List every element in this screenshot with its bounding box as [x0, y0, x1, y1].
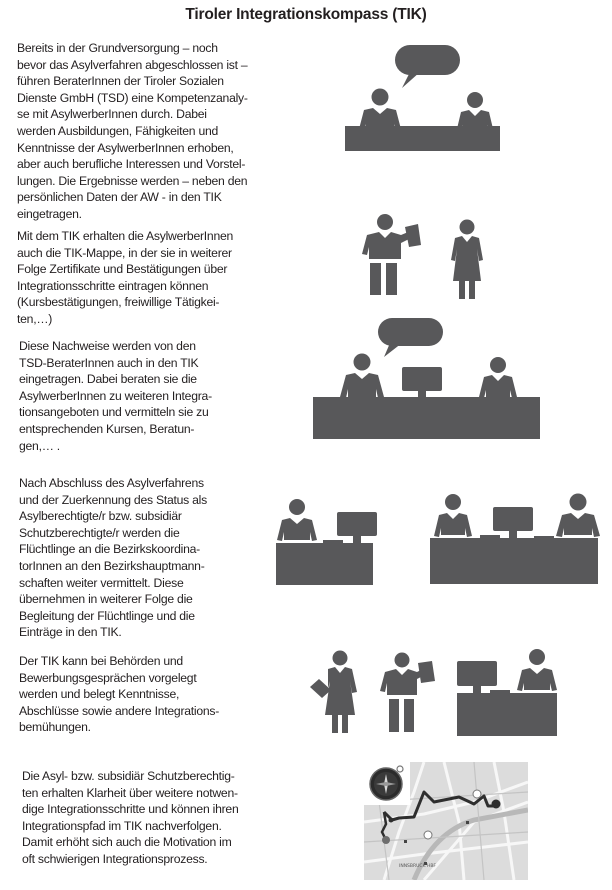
paragraph-integrationspfad: Die Asyl- bzw. subsidiär Schutzberechtig- ten erhalten Klarheit über weitere notwen- dige Integrationsschritte und können ihren Integrationspfad im TIK nachverfolgen. Damit erhöht sich auch die Motivation im oft schwierigen Integrationsprozess. — [22, 769, 239, 866]
paragraph-grundversorgung: Bereits in der Grundversorgung – noch bevor das Asylverfahren abgeschlossen ist – führen BeraterInnen der Tiroler Sozialen Dienste GmbH (TSD) eine Kompetenzanaly- se mit AsylwerberInnen durch. Dabei werden Ausbildungen, Fähigkeiten und Kenntnisse der AsylwerberInnen erhoben, aber auch berufliche Interessen und Vorstel- lungen. Die Ergebnisse werden – neben den persönlichen Daten der AW - in den TIK eingetragen. — [17, 41, 248, 221]
desk-icon — [345, 126, 500, 151]
counselor-computer-desk-illustration — [310, 315, 550, 440]
svg-text:INNSBRUCK HBF: INNSBRUCK HBF — [399, 864, 437, 869]
paragraph-nachweise: Diese Nachweise werden von den TSD-BeraterInnen auch in den TIK eingetragen. Dabei beraten sie die AsylwerberInnen zu weiteren Integra- tionsangeboten und vermitteln sie zu entsprechenden Kursen, Beratun- gen,… . — [19, 339, 212, 453]
two-desks-illustration — [270, 490, 610, 590]
computer-monitor-icon — [457, 661, 510, 694]
woman-with-folder-icon — [310, 651, 357, 734]
computer-monitor-icon — [388, 367, 442, 401]
person-icon — [434, 494, 472, 537]
speech-bubble-icon — [378, 318, 443, 357]
desk-icon — [313, 397, 540, 439]
man-with-folder-icon — [380, 653, 435, 733]
person-icon — [556, 494, 600, 538]
paragraph-behoerden: Der TIK kann bei Behörden und Bewerbungsgesprächen vorgelegt werden und belegt Kenntnisse, Abschlüsse sowie andere Integrations- bemühungen. — [19, 654, 220, 735]
compass-icon — [364, 762, 410, 805]
speech-bubble-icon — [395, 45, 460, 88]
person-icon — [517, 649, 557, 691]
desk-icon — [276, 543, 373, 585]
desk-icon — [457, 693, 557, 736]
person-icon — [479, 357, 517, 398]
woman-icon — [451, 220, 483, 300]
counselor-client-desk-illustration — [340, 40, 510, 155]
computer-monitor-icon — [323, 512, 377, 544]
paragraph-tik-mappe: Mit dem TIK erhalten die AsylwerberInnen auch die TIK-Mappe, in der sie in weiterer Folge Zertifikate und Bestätigungen über Integrationsschritte eintragen können (Kursbestätigungen, freiwillige Tätigkei- ten,…) — [17, 229, 234, 326]
man-with-folder-icon — [362, 214, 421, 295]
compass-map-illustration — [364, 762, 528, 880]
man-woman-illustration — [355, 205, 495, 305]
page-title: Tiroler Integrationskompass (TIK) — [185, 6, 427, 23]
desk-icon — [430, 538, 598, 584]
applicants-office-illustration — [305, 645, 565, 740]
person-icon — [340, 354, 384, 399]
person-icon — [277, 499, 317, 541]
computer-monitor-icon — [480, 507, 554, 540]
paragraph-bezirkskoordination: Nach Abschluss des Asylverfahrens und der Zuerkennung des Status als Asylberechtigte/r bzw. subsidiär Schutzberechtigte/r werden die Flüchtlinge an die Bezirkskoordina- torInnen an den Bezirkshauptmann- schaften weiter vermittelt. Diese übernehmen in weiterer Folge die Begleitung der Flüchtlinge und die Einträge in den TIK. — [19, 476, 207, 640]
